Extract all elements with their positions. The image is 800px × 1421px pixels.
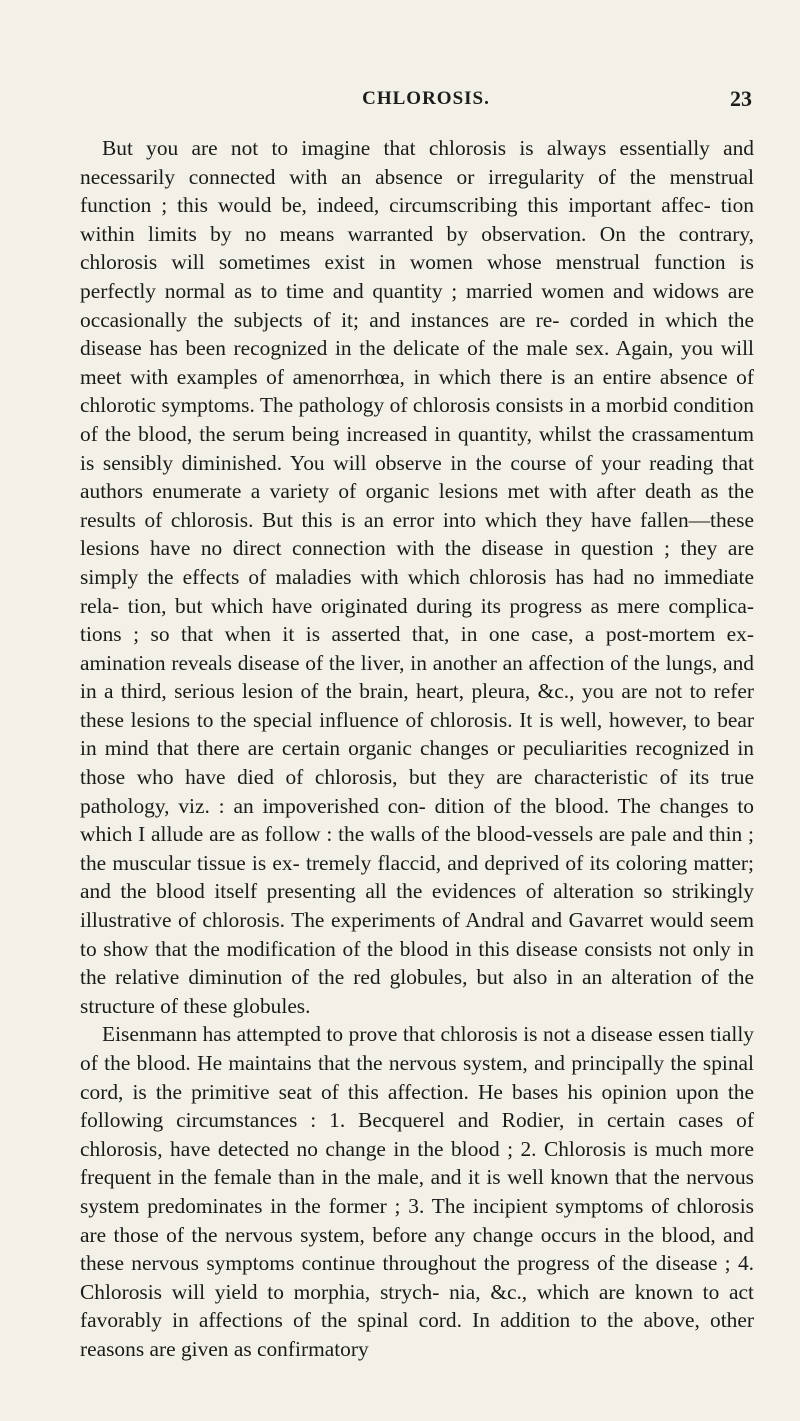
page-number: 23 (730, 86, 752, 111)
paragraph: Eisenmann has attempted to prove that chlorosis is not a disease essen tially of the blood. He maintains that the nervous system, and principally the spinal cord, is the primitive seat of this affection. He bases his opinion upon the following circumstances : 1. Becquerel and Rodier, in certain cases of chlorosis, have detected no change in the blood ; 2. Chlorosis is much more frequent in the female than in the male, and it is well known that the nervous system predominates in the former ; 3. The incipient symptoms of chlorosis are those of the nervous system, before any change occurs in the blood, and these nervous symptoms continue throughout the progress of the disease ; 4. Chlorosis will yield to morphia, strych- nia, &c., which are known to act favorably in affections of the spinal cord. In addition to the above, other reasons are given as confirmatory (80, 1022, 754, 1361)
running-title: CHLOROSIS. (362, 88, 490, 109)
body-text (80, 134, 754, 1364)
paragraph: But you are not to imagine that chlorosis is always essentially and necessarily connected with an absence or irregularity of the menstrual function ; this would be, indeed, circumscribing this important affec- tion within limits by no means warranted by observation. On the contrary, chlorosis will sometimes exist in women whose menstrual function is perfectly normal as to time and quantity ; married women and widows are occasionally the subjects of it; and instances are re- corded in which the disease has been recognized in the delicate of the male sex. Again, you will meet with examples of amenorrhœa, in which there is an entire absence of chlorotic symptoms. The pathology of chlorosis consists in a morbid condition of the blood, the serum being increased in quantity, whilst the crassamentum is sensibly diminished. You will observe in the course of your reading that authors enumerate a variety of organic lesions met with after death as the results of chlorosis. But this is an error into which they have fallen—these lesions have no direct connection with the disease in question ; they are simply the effects of maladies with which chlorosis has had no immediate rela- tion, but which have originated during its progress as mere complica- tions ; so that when it is asserted that, in one case, a post-mortem ex- amination reveals disease of the liver, in another an affection of the lungs, and in a third, serious lesion of the brain, heart, pleura, &c., you are not to refer these lesions to the special influence of chlorosis. It is well, however, to bear in mind that there are certain organic changes or peculiarities recognized in those who have died of chlorosis, but they are characteristic of its true pathology, viz. : an impoverished con- dition of the blood. The changes to which I allude are as follow : the walls of the blood-vessels are pale and thin ; the muscular tissue is ex- tremely flaccid, and deprived of its coloring matter; and the blood itself presenting all the evidences of alteration so strikingly illustrative of chlorosis. The experiments of Andral and Gavarret would seem to show that the modification of the blood in this disease consists not only in the relative diminution of the red globules, but also in an alteration of the structure of these globules. (80, 136, 754, 1018)
running-head (80, 88, 752, 118)
